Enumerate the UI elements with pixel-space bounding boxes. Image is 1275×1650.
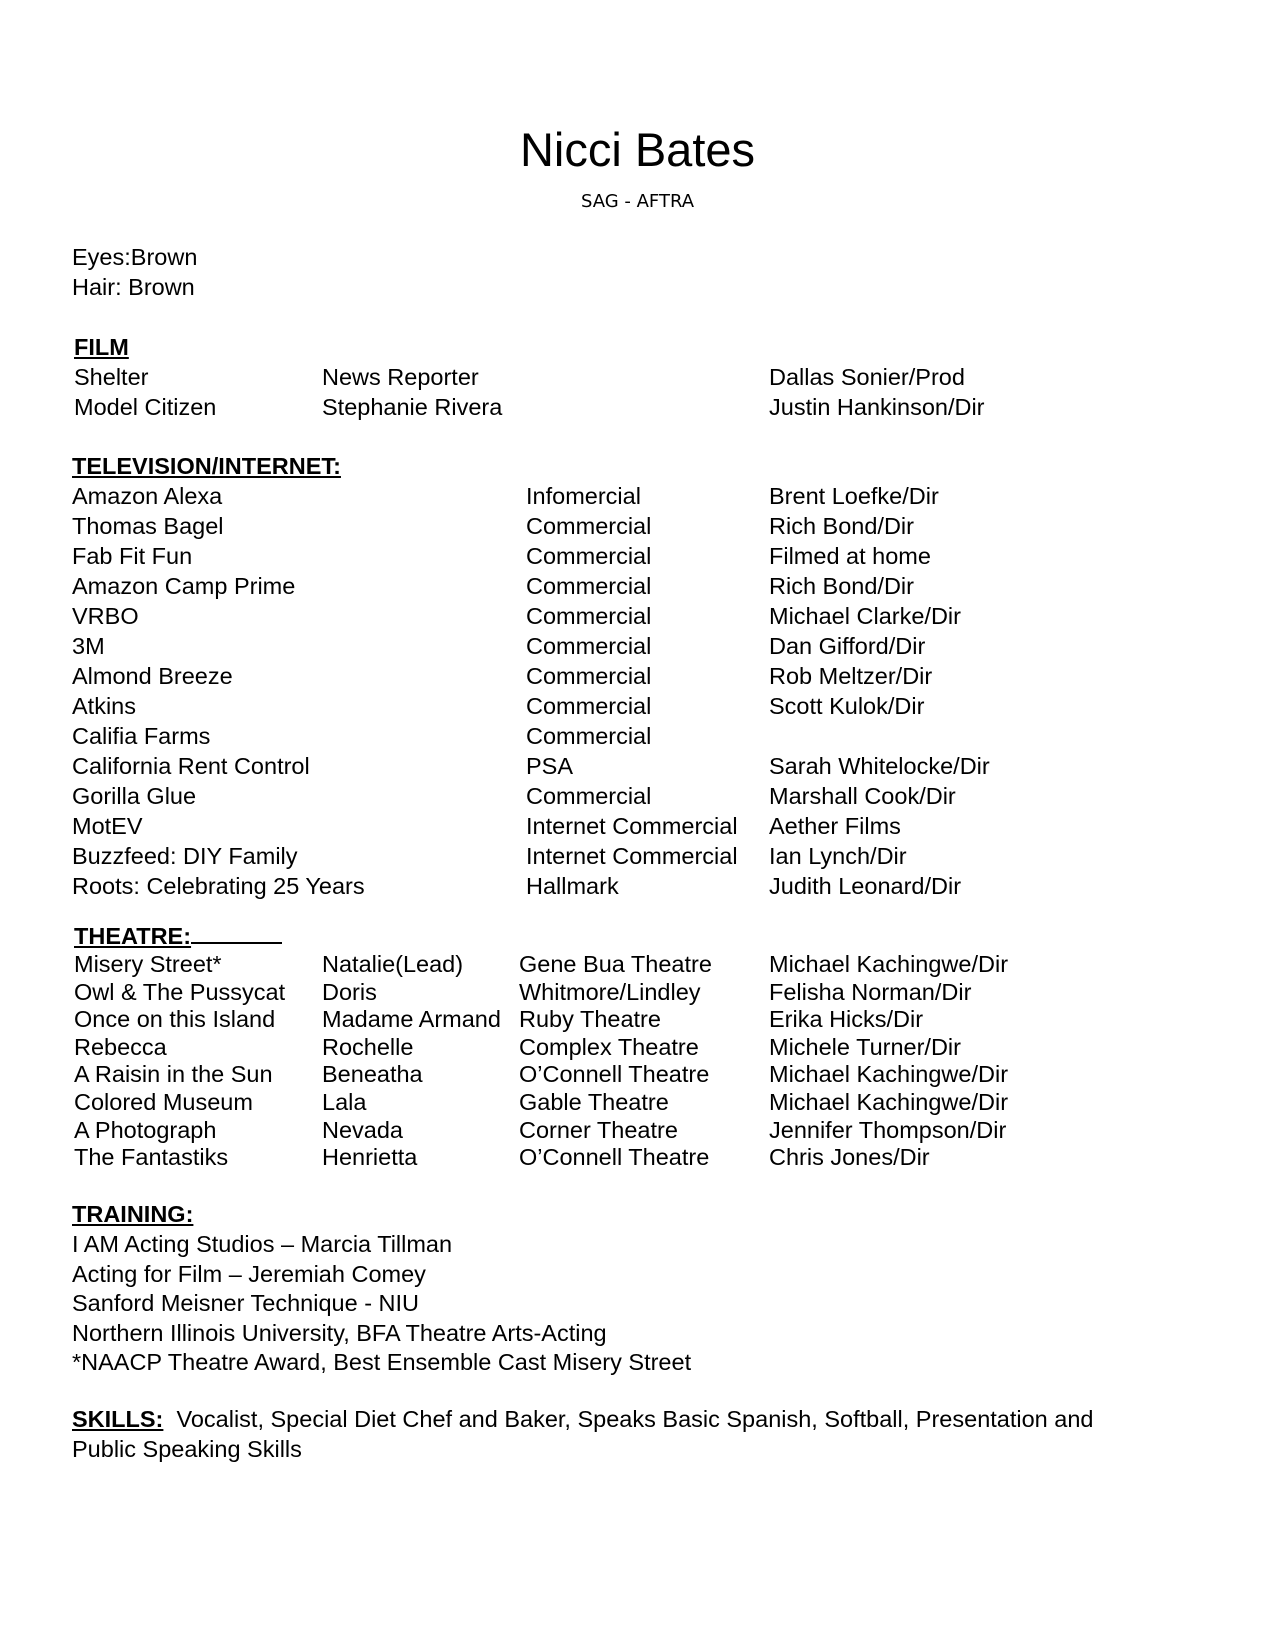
credit-director: Scott Kulok/Dir — [769, 693, 925, 719]
credit-title: A Raisin in the Sun — [74, 1061, 273, 1088]
skills-line-2: Public Speaking Skills — [72, 1436, 302, 1462]
credit-type: Hallmark — [526, 873, 619, 899]
credit-row — [0, 1060, 1275, 1089]
credit-row — [0, 482, 1275, 511]
credit-venue: Whitmore/Lindley — [519, 978, 701, 1005]
credit-type: Commercial — [526, 603, 652, 629]
credit-title: Gorilla Glue — [72, 783, 197, 809]
credit-director: Jennifer Thompson/Dir — [769, 1116, 1007, 1143]
credit-type: Infomercial — [526, 483, 641, 509]
credit-row — [0, 1033, 1275, 1062]
credit-director: Filmed at home — [769, 543, 931, 569]
theatre-heading-label: THEATRE: — [74, 923, 192, 949]
credit-row — [0, 1116, 1275, 1145]
credit-row — [0, 692, 1275, 721]
credit-type: Commercial — [526, 573, 652, 599]
credit-director: Ian Lynch/Dir — [769, 843, 907, 869]
credit-type: Commercial — [526, 513, 652, 539]
credit-row — [0, 512, 1275, 541]
training-item: *NAACP Theatre Award, Best Ensemble Cast Misery Street — [72, 1349, 692, 1375]
credit-role: Rochelle — [322, 1033, 414, 1060]
credit-director: Dallas Sonier/Prod — [769, 364, 965, 390]
credit-row — [0, 1143, 1275, 1172]
credit-title: The Fantastiks — [74, 1144, 229, 1171]
credit-row — [0, 662, 1275, 691]
credit-title: Amazon Alexa — [72, 483, 223, 509]
credit-role: Madame Armand — [322, 1006, 501, 1033]
credit-type: Commercial — [526, 663, 652, 689]
theatre-heading — [74, 922, 282, 950]
credit-role: Beneatha — [322, 1061, 423, 1088]
credit-row — [0, 602, 1275, 631]
training-item: I AM Acting Studios – Marcia Tillman — [72, 1231, 453, 1257]
credit-venue: Ruby Theatre — [519, 1006, 661, 1033]
credit-title: Thomas Bagel — [72, 513, 224, 539]
credit-row — [0, 950, 1275, 979]
credit-venue: O’Connell Theatre — [519, 1061, 710, 1088]
credit-type: Commercial — [526, 543, 652, 569]
credit-director: Rob Meltzer/Dir — [769, 663, 933, 689]
credit-role: Stephanie Rivera — [322, 394, 503, 420]
credit-row — [0, 978, 1275, 1007]
credit-title: Roots: Celebrating 25 Years — [72, 873, 365, 899]
credit-title: A Photograph — [74, 1116, 217, 1143]
credit-title: Misery Street* — [74, 951, 222, 977]
credit-director: Erika Hicks/Dir — [769, 1006, 924, 1033]
credit-director: Michael Kachingwe/Dir — [769, 1089, 1009, 1115]
credit-venue: Gene Bua Theatre — [519, 951, 712, 977]
credit-title: California Rent Control — [72, 753, 310, 779]
credit-director: Judith Leonard/Dir — [769, 873, 962, 899]
training-item: Sanford Meisner Technique - NIU — [72, 1290, 420, 1316]
credit-title: Model Citizen — [74, 394, 217, 420]
credit-title: Fab Fit Fun — [72, 543, 193, 569]
credit-title: Owl & The Pussycat — [74, 978, 286, 1005]
heading-underline — [191, 922, 282, 944]
credit-title: Amazon Camp Prime — [72, 573, 296, 599]
credit-director: Chris Jones/Dir — [769, 1144, 930, 1171]
actor-name: Nicci Bates — [519, 123, 756, 176]
credit-venue: Complex Theatre — [519, 1033, 699, 1060]
credit-director: Dan Gifford/Dir — [769, 633, 926, 659]
credit-row — [0, 1005, 1275, 1034]
credit-director: Michele Turner/Dir — [769, 1033, 961, 1060]
credit-director: Marshall Cook/Dir — [769, 783, 956, 809]
credit-director: Brent Loefke/Dir — [769, 483, 939, 509]
credit-row — [0, 363, 1275, 392]
credit-type: Commercial — [526, 783, 652, 809]
credit-venue: O’Connell Theatre — [519, 1144, 710, 1171]
credit-role: Henrietta — [322, 1144, 418, 1171]
credit-title: Buzzfeed: DIY Family — [72, 843, 298, 869]
credit-row — [0, 722, 1275, 751]
credit-title: VRBO — [72, 603, 139, 629]
film-heading: FILM — [74, 334, 129, 360]
credit-title: Rebecca — [74, 1033, 167, 1060]
credit-role: Lala — [322, 1089, 367, 1115]
credit-title: Once on this Island — [74, 1006, 276, 1033]
training-heading: TRAINING: — [72, 1201, 194, 1227]
credit-role: Natalie(Lead) — [322, 951, 464, 977]
credit-title: 3M — [72, 633, 105, 659]
credit-title: MotEV — [72, 813, 143, 839]
credit-row — [0, 752, 1275, 781]
skills-heading: SKILLS: — [72, 1406, 164, 1432]
credit-row — [0, 872, 1275, 901]
skills-text: Vocalist, Special Diet Chef and Baker, Speaks Basic Spanish, Softball, Presentation and — [176, 1406, 1094, 1432]
credit-type: Commercial — [526, 723, 652, 749]
credit-row — [0, 393, 1275, 422]
credit-venue: Corner Theatre — [519, 1116, 678, 1143]
credit-row — [0, 1088, 1275, 1117]
credit-director: Michael Kachingwe/Dir — [769, 951, 1009, 977]
credit-venue: Gable Theatre — [519, 1089, 669, 1115]
credit-director: Sarah Whitelocke/Dir — [769, 753, 990, 779]
credit-role: Doris — [322, 978, 377, 1005]
eye-color: Eyes:Brown — [72, 244, 198, 270]
credit-title: Califia Farms — [72, 723, 211, 749]
credit-row — [0, 632, 1275, 661]
credit-role: Nevada — [322, 1116, 403, 1143]
credit-director: Justin Hankinson/Dir — [769, 394, 985, 420]
credit-type: Commercial — [526, 693, 652, 719]
credit-director: Michael Kachingwe/Dir — [769, 1061, 1009, 1088]
credit-director: Felisha Norman/Dir — [769, 978, 972, 1005]
credit-director: Rich Bond/Dir — [769, 573, 914, 599]
tv-heading: TELEVISION/INTERNET: — [72, 453, 341, 479]
credit-role: News Reporter — [322, 364, 479, 390]
credit-title: Almond Breeze — [72, 663, 233, 689]
training-item: Acting for Film – Jeremiah Comey — [72, 1260, 426, 1287]
credit-type: PSA — [526, 753, 574, 779]
training-item: Northern Illinois University, BFA Theatre Arts-Acting — [72, 1319, 607, 1346]
credit-title: Shelter — [74, 364, 149, 390]
credit-director: Aether Films — [769, 813, 901, 839]
credit-title: Atkins — [72, 693, 136, 719]
hair-color: Hair: Brown — [72, 274, 195, 300]
skills-line-1 — [72, 1405, 1094, 1433]
credit-row — [0, 842, 1275, 871]
union-affiliation: SAG - AFTRA — [580, 191, 695, 212]
credit-row — [0, 782, 1275, 811]
credit-row — [0, 812, 1275, 841]
credit-row — [0, 572, 1275, 601]
credit-director: Rich Bond/Dir — [769, 513, 914, 539]
credit-director: Michael Clarke/Dir — [769, 603, 961, 629]
credit-row — [0, 542, 1275, 571]
credit-title: Colored Museum — [74, 1089, 253, 1115]
credit-type: Internet Commercial — [526, 813, 738, 839]
credit-type: Internet Commercial — [526, 843, 738, 869]
credit-type: Commercial — [526, 633, 652, 659]
